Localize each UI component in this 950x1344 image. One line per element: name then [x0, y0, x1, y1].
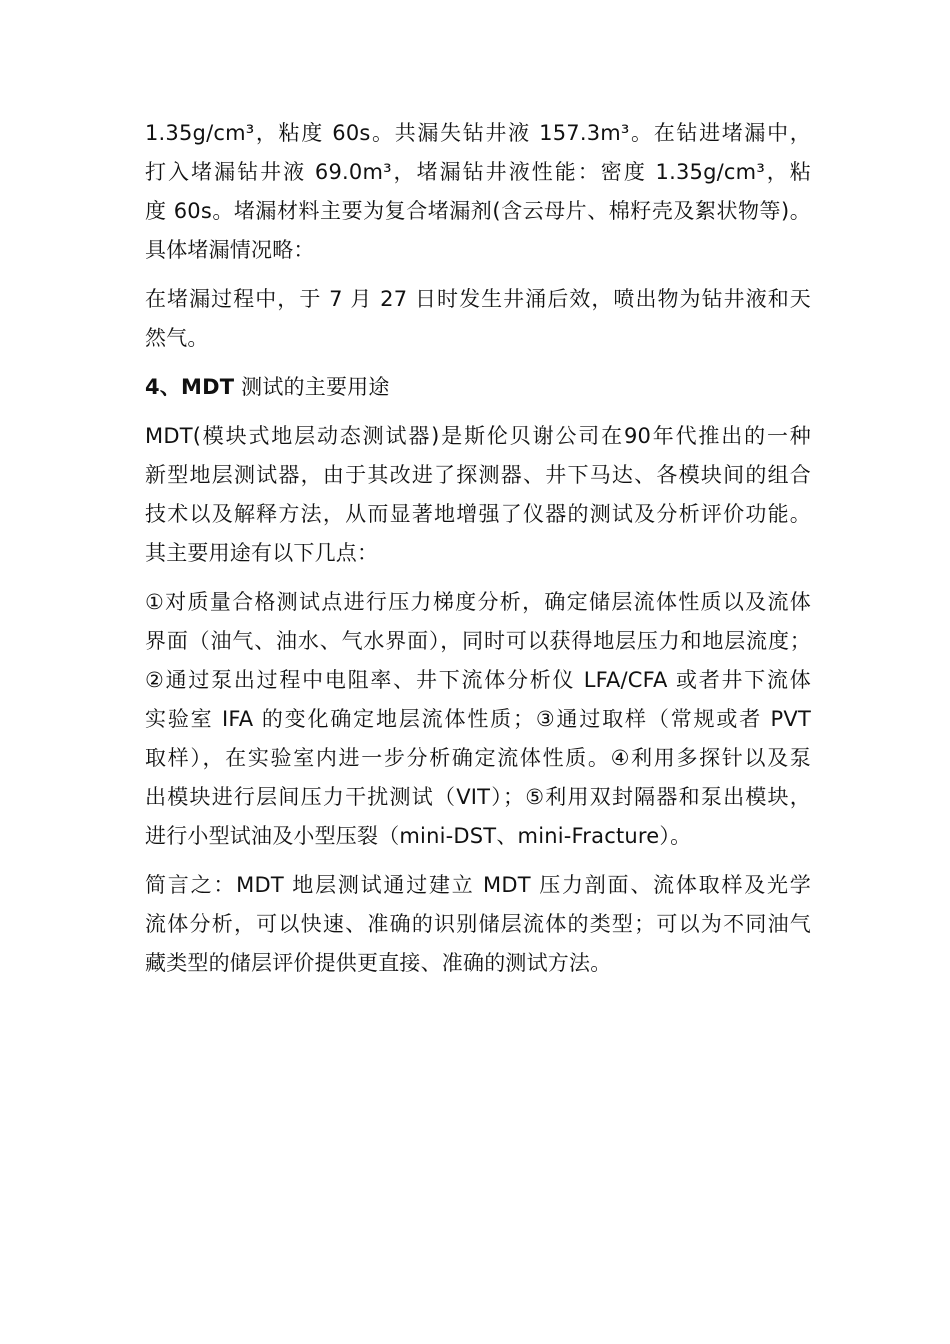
- paragraph-lost-circulation: [145, 114, 811, 270]
- text-line: ①对质量合格测试点进行压力梯度分析，确定储层流体性质以及流体: [145, 590, 811, 614]
- paragraph-kick: [145, 280, 811, 358]
- text-line: ②通过泵出过程中电阻率、井下流体分析仪 LFA/CFA 或者井下流体: [145, 668, 811, 692]
- text-line: 1.35g/cm³，粘度 60s。共漏失钻井液 157.3m³。在钻进堵漏中，: [145, 121, 811, 145]
- text-line: MDT(模块式地层动态测试器)是斯伦贝谢公司在90年代推出的一种: [145, 424, 811, 448]
- paragraph-mdt-intro: [145, 417, 811, 573]
- text-line: 实验室 IFA 的变化确定地层流体性质；③通过取样（常规或者 PVT: [145, 707, 811, 731]
- text-line: 取样），在实验室内进一步分析确定流体性质。④利用多探针以及泵: [145, 746, 811, 770]
- text-line: 度 60s。堵漏材料主要为复合堵漏剂(含云母片、棉籽壳及絮状物等)。: [145, 199, 811, 223]
- text-line: 具体堵漏情况略：: [145, 238, 315, 262]
- text-line: 进行小型试油及小型压裂（mini-DST、mini-Fracture）。: [145, 824, 692, 848]
- text-line: 藏类型的储层评价提供更直接、准确的测试方法。: [145, 951, 612, 975]
- text-line: 新型地层测试器，由于其改进了探测器、井下马达、各模块间的组合: [145, 463, 811, 487]
- text-line: 其主要用途有以下几点：: [145, 541, 379, 565]
- text-line: 简言之：MDT 地层测试通过建立 MDT 压力剖面、流体取样及光学: [145, 873, 811, 897]
- text-line: 打入堵漏钻井液 69.0m³，堵漏钻井液性能：密度 1.35g/cm³，粘: [145, 160, 811, 184]
- section-heading: [145, 368, 811, 407]
- text-line: 流体分析，可以快速、准确的识别储层流体的类型；可以为不同油气: [145, 912, 811, 936]
- document-body: [145, 114, 811, 993]
- heading-plain-part: 测试的主要用途: [234, 375, 390, 399]
- text-line: 在堵漏过程中，于 7 月 27 日时发生井涌后效，喷出物为钻井液和天: [145, 287, 811, 311]
- text-line: 技术以及解释方法，从而显著地增强了仪器的测试及分析评价功能。: [145, 502, 811, 526]
- heading-bold-part: 4、MDT: [145, 375, 235, 399]
- text-line: 出模块进行层间压力干扰测试（VIT）；⑤利用双封隔器和泵出模块，: [145, 785, 811, 809]
- heading-line: [145, 368, 811, 407]
- text-line: 然气。: [145, 326, 209, 350]
- paragraph-summary: [145, 866, 811, 983]
- paragraph-mdt-uses: [145, 583, 811, 856]
- text-line: 界面（油气、油水、气水界面），同时可以获得地层压力和地层流度；: [145, 629, 811, 653]
